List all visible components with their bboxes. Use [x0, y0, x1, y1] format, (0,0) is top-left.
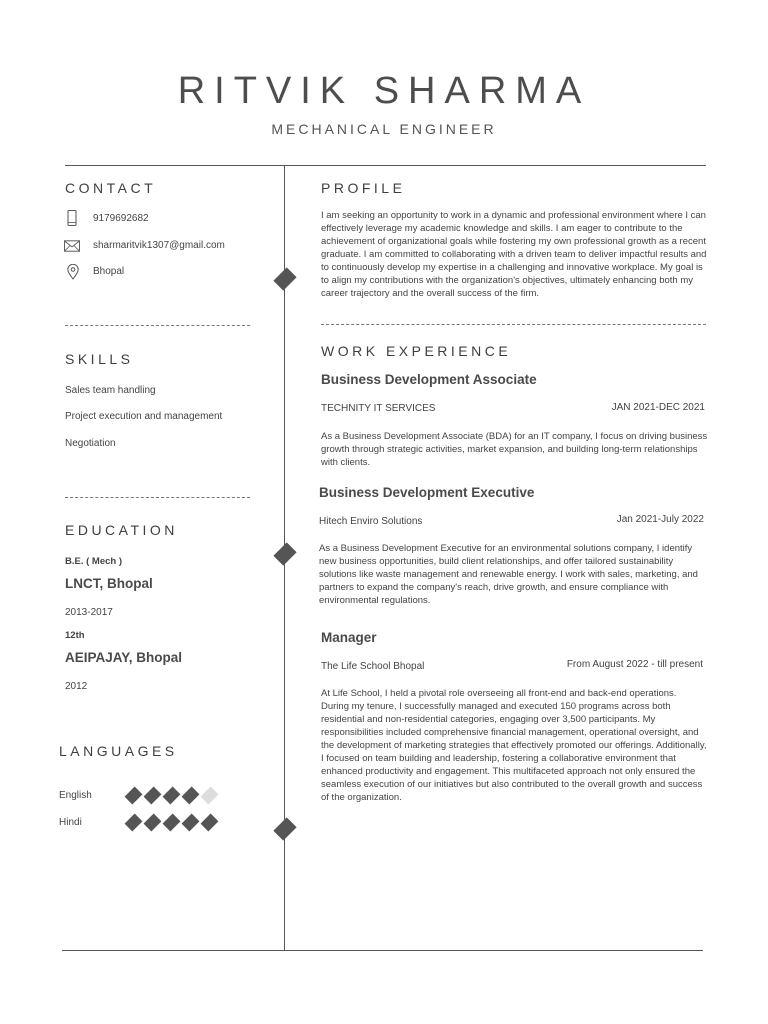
- rating-diamond-filled: [125, 814, 143, 832]
- divider-diamond: [273, 267, 296, 290]
- rating-diamond-filled: [144, 787, 162, 805]
- candidate-role: MECHANICAL ENGINEER: [271, 121, 497, 137]
- rating-diamond-filled: [144, 814, 162, 832]
- education-degree: 12th: [65, 630, 85, 641]
- profile-text: I am seeking an opportunity to work in a dynamic and professional environment where I can effectively leverage my academic knowledge and skills. I am eager to contribute to the achievement of organizational goals while fostering my own professional growth as a recent graduate. I am committed to collaborating with a driven team to deliver impactful results and to continuously develop my expertise in a challenging and innovative workplace. My goal is to align my contributions with the organization's objectives, ultimately enhancing both my career trajectory and the overall success of the firm.: [321, 210, 707, 299]
- divider-diamond: [273, 542, 296, 565]
- rating-diamond-filled: [201, 814, 219, 832]
- top-rule: [65, 165, 706, 166]
- candidate-name: RITVIK SHARMA: [177, 70, 591, 112]
- rating-diamond-filled: [163, 787, 181, 805]
- contact-phone: 9179692682: [93, 213, 149, 224]
- education-degree: B.E. ( Mech ): [65, 556, 123, 567]
- rating-diamond-filled: [182, 787, 200, 805]
- skill-item: Negotiation: [65, 438, 116, 449]
- job-company: Hitech Enviro Solutions: [319, 516, 423, 527]
- job-dates: From August 2022 - till present: [566, 659, 703, 670]
- job-title: Business Development Executive: [319, 485, 535, 500]
- contact-location: Bhopal: [93, 266, 125, 277]
- location-pin-icon: [65, 264, 81, 280]
- rating-diamond-empty: [201, 787, 219, 805]
- job-description: At Life School, I held a pivotal role overseeing all front-end and back-end operations. During my tenure, I successfully managed and executed 150 programs across both residential and non-residential categories, engaging over 3,500 participants. My responsibilities included comprehensive financial management, operational oversight, and the development of marketing strategies that effectively promoted our offerings. Additionally, I focused on team building and leadership, fostering a collaborative environment that enhanced productivity and engagement. This multifaceted approach not only ensured the seamless execution of our initiatives but also contributed to the overall growth and success of the organization.: [321, 688, 707, 803]
- education-school: LNCT, Bhopal: [65, 576, 153, 591]
- skills-heading: SKILLS: [65, 351, 134, 367]
- section-divider: [321, 324, 706, 325]
- contact-heading: CONTACT: [65, 180, 157, 196]
- email-icon: [64, 238, 80, 254]
- job-company: TECHNITY IT SERVICES: [321, 403, 436, 414]
- divider-diamond: [273, 817, 296, 840]
- section-divider: [65, 325, 250, 326]
- education-school: AEIPAJAY, Bhopal: [65, 650, 183, 665]
- language-name: English: [59, 790, 92, 801]
- languages-heading: LANGUAGES: [59, 743, 178, 759]
- language-rating: [126, 815, 226, 831]
- rating-diamond-filled: [125, 787, 143, 805]
- rating-diamond-filled: [182, 814, 200, 832]
- profile-heading: PROFILE: [321, 180, 406, 196]
- language-name: Hindi: [59, 817, 82, 828]
- job-company: The Life School Bhopal: [321, 661, 425, 672]
- job-description: As a Business Development Executive for an environmental solutions company, I identify new business opportunities, build client relationships, and offer tailored sustainability solutions like waste management and renewable energy. I work with sales, marketing, and partners to expand the company's reach, drive growth, and ensure compliance with environmental regulations.: [319, 543, 698, 606]
- work-heading: WORK EXPERIENCE: [321, 343, 512, 359]
- bottom-rule: [62, 950, 703, 951]
- job-dates: Jan 2021-July 2022: [616, 514, 704, 525]
- education-years: 2013-2017: [65, 607, 113, 618]
- job-description: As a Business Development Associate (BDA) for an IT company, I focus on driving business growth through strategic activities, market expansion, and building long-term relationships with clients.: [321, 431, 708, 468]
- job-title: Manager: [321, 630, 377, 645]
- section-divider: [65, 497, 250, 498]
- contact-email: sharmaritvik1307@gmail.com: [93, 240, 225, 251]
- job-title: Business Development Associate: [321, 372, 537, 387]
- job-dates: JAN 2021-DEC 2021: [611, 402, 705, 413]
- phone-icon: [64, 210, 80, 226]
- education-years: 2012: [65, 681, 88, 692]
- rating-diamond-filled: [163, 814, 181, 832]
- skill-item: Project execution and management: [65, 411, 223, 422]
- language-rating: [126, 788, 226, 804]
- skill-item: Sales team handling: [65, 385, 156, 396]
- education-heading: EDUCATION: [65, 522, 178, 538]
